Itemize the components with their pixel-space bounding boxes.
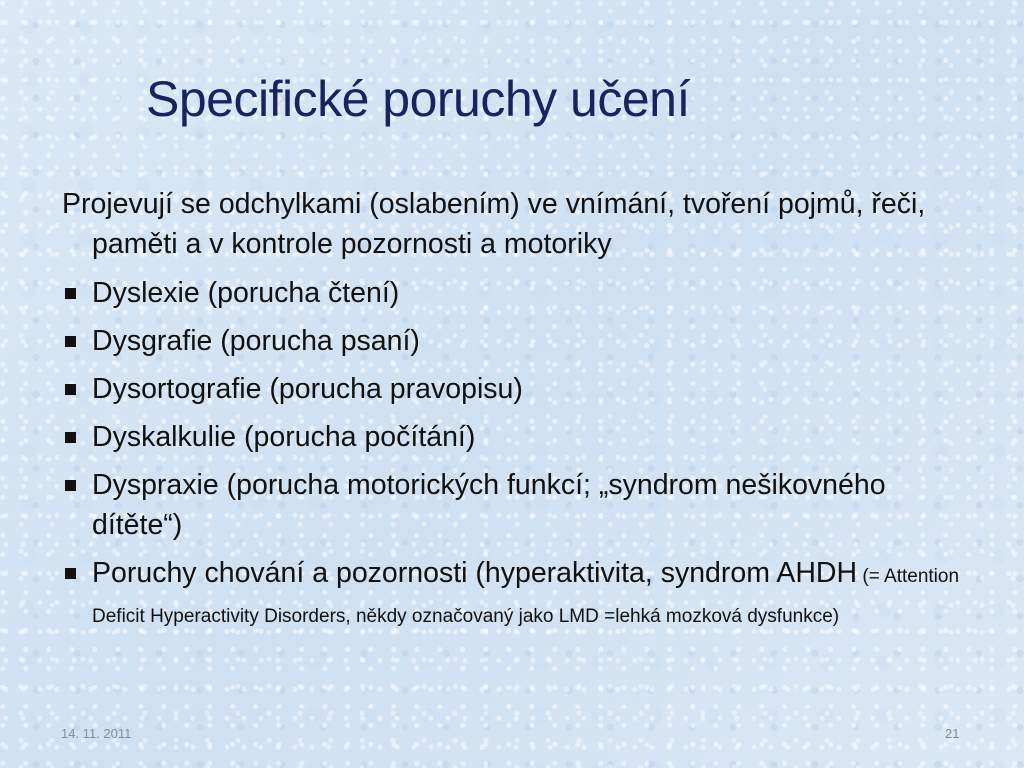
- bullet-item-dyspraxie: [62, 465, 962, 545]
- square-bullet-icon: [65, 568, 76, 579]
- square-bullet-icon: [65, 336, 76, 347]
- slide-title: Specifické poruchy učení: [146, 71, 690, 127]
- bullet-item-dyslexie: [62, 273, 962, 313]
- bullet-item-poruchy-chovani: [62, 553, 962, 633]
- bullet-text: Dysortografie (porucha pravopisu): [92, 373, 523, 405]
- bullet-text: Dyslexie (porucha čtení): [92, 277, 400, 309]
- bullet-text: Dyspraxie (porucha motorických funkcí; „syndrom nešikovného dítěte“): [92, 469, 886, 541]
- bullet-item-dysortografie: [62, 369, 962, 409]
- bullet-list: [62, 273, 962, 633]
- bullet-text: Dysgrafie (porucha psaní): [92, 325, 420, 357]
- slide-content: [62, 184, 962, 641]
- square-bullet-icon: [65, 432, 76, 443]
- bullet-text: Dyskalkulie (porucha počítání): [92, 421, 476, 453]
- footer-date: 14. 11. 2011: [61, 726, 132, 741]
- bullet-item-dyskalkulie: [62, 417, 962, 457]
- bullet-text: Poruchy chování a pozornosti (hyperaktivita, syndrom AHDH: [92, 557, 858, 589]
- square-bullet-icon: [65, 384, 76, 395]
- square-bullet-icon: [65, 480, 76, 491]
- square-bullet-icon: [65, 288, 76, 299]
- footer-page-number: 21: [945, 726, 960, 741]
- bullet-note: (= Attention Deficit Hyperactivity Disorders, někdy označovaný jako LMD =lehká mozková dysfunkce): [92, 566, 960, 627]
- bullet-item-dysgrafie: [62, 321, 962, 361]
- intro-paragraph: Projevují se odchylkami (oslabením) ve vnímání, tvoření pojmů, řeči, paměti a v kontrole pozornosti a motoriky: [62, 188, 926, 260]
